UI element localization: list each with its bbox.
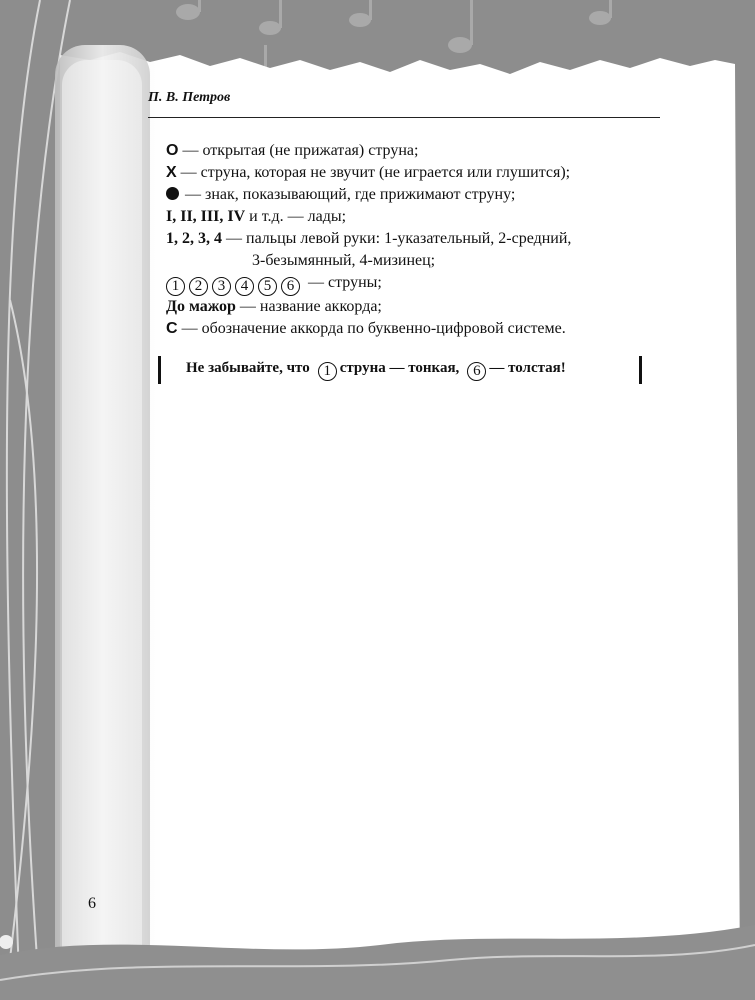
legend-open-string xyxy=(166,140,686,162)
muted-string-symbol: X xyxy=(166,164,177,181)
filled-dot-icon xyxy=(166,187,179,200)
string-number-circle: 2 xyxy=(189,277,208,296)
legend-frets xyxy=(166,206,686,228)
fingers-label: 1, 2, 3, 4 xyxy=(166,230,222,247)
legend-chord-letter xyxy=(166,318,686,340)
string-number-circle: 1 xyxy=(318,362,337,381)
legend-text: — обозначение аккорда по буквенно-цифровой системе. xyxy=(177,320,566,337)
string-number-circle: 6 xyxy=(467,362,486,381)
notation-legend xyxy=(166,140,686,340)
legend-fingers xyxy=(166,228,686,250)
string-number-circle: 6 xyxy=(281,277,300,296)
legend-strings xyxy=(166,272,686,296)
callout-left-bar xyxy=(158,356,161,384)
legend-text: — струна, которая не звучит (не играется или глушится); xyxy=(176,164,571,181)
reminder-text xyxy=(186,360,566,381)
reminder-part1: Не забывайте, что xyxy=(186,360,310,376)
legend-text: — открытая (не прижатая) струна; xyxy=(178,142,419,159)
running-header-author: П. В. Петров xyxy=(148,90,231,105)
legend-pressed-string xyxy=(166,184,686,206)
reminder-callout xyxy=(158,354,642,388)
reminder-part2: струна — тонкая, xyxy=(339,360,460,376)
chord-letter-symbol: C xyxy=(166,320,178,337)
legend-text: — знак, показывающий, где прижимают струну; xyxy=(181,186,516,203)
chord-name-label: До мажор xyxy=(166,298,236,315)
legend-muted-string xyxy=(166,162,686,184)
frets-label: I, II, III, IV xyxy=(166,208,246,225)
header-rule xyxy=(148,117,660,118)
reminder-part3: — толстая! xyxy=(489,360,566,376)
string-number-circle: 3 xyxy=(212,277,231,296)
page-number: 6 xyxy=(88,895,96,912)
callout-right-bar xyxy=(639,356,642,384)
legend-text: — струны; xyxy=(308,274,382,291)
legend-fingers-continued: 3-безымянный, 4-мизинец; xyxy=(252,252,436,269)
legend-text: и т.д. — лады; xyxy=(245,208,347,225)
string-number-circle: 1 xyxy=(166,277,185,296)
open-string-symbol: O xyxy=(166,142,179,159)
legend-text: — название аккорда; xyxy=(235,298,382,315)
string-number-circle: 5 xyxy=(258,277,277,296)
legend-text: — пальцы левой руки: 1-указательный, 2-средний, xyxy=(222,230,572,247)
string-number-circle: 4 xyxy=(235,277,254,296)
legend-chord-name xyxy=(166,296,686,318)
